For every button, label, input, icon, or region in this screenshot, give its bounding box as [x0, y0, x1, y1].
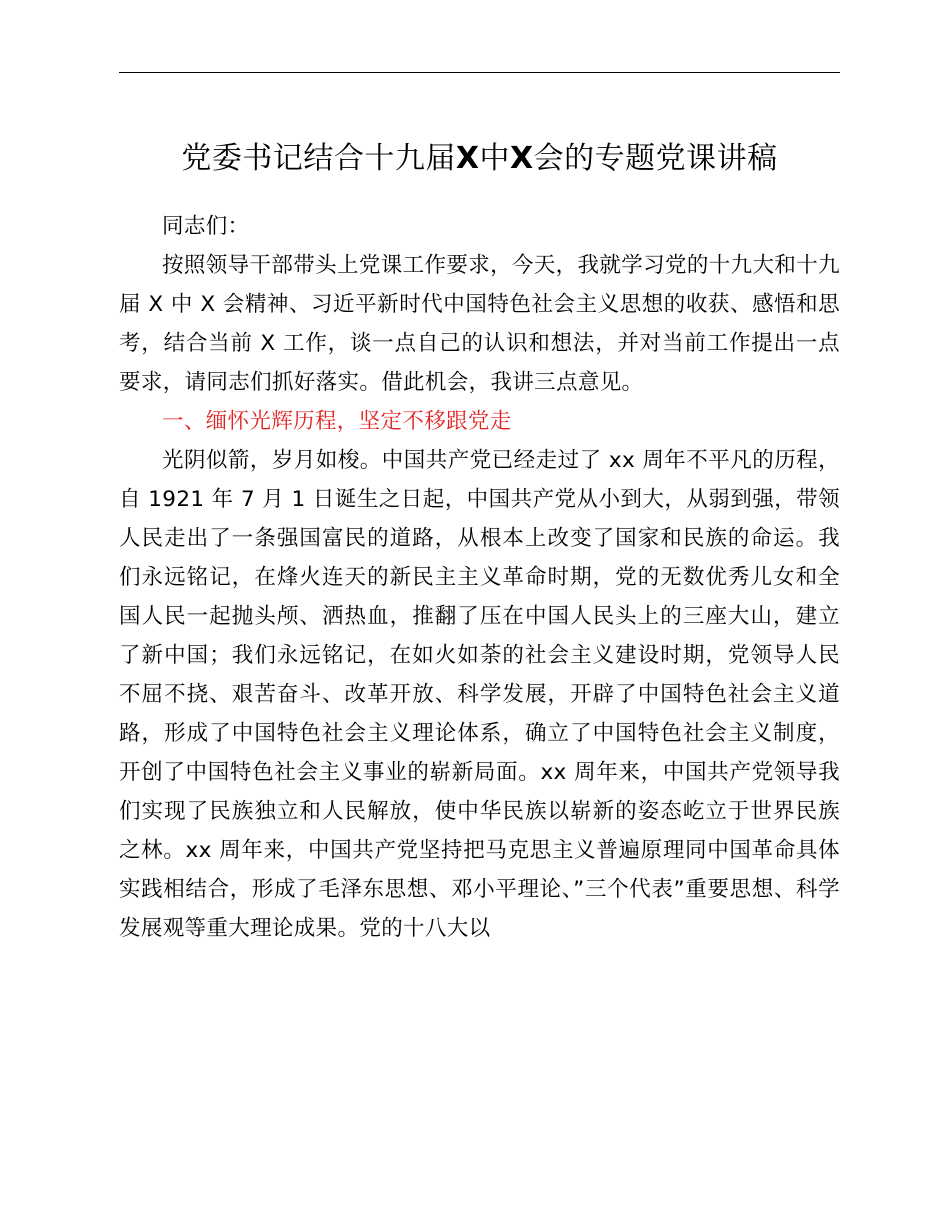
header-rule [119, 72, 840, 73]
title-part-1: 党委书记结合十九届 [181, 141, 456, 176]
document-body [119, 207, 840, 948]
section-1-paragraph: 光阴似箭，岁月如梭。中国共产党已经走过了 xx 周年不平凡的历程，自 1921 年 7 月 1 日诞生之日起，中国共产党从小到大，从弱到强，带领人民走出了一条强国富民的道路，从根本上改变了国家和民族的命运。我们永远铭记，在烽火连天的新民主主义革命时期，党的无数优秀儿女和全国人民一起抛头颅、洒热血，推翻了压在中国人民头上的三座大山，建立了新中国；我们永远铭记，在如火如荼的社会主义建设时期，党领导人民不屈不挠、艰苦奋斗、改革开放、科学发展，开辟了中国特色社会主义道路，形成了中国特色社会主义理论体系，确立了中国特色社会主义制度，开创了中国特色社会主义事业的崭新局面。xx 周年来，中国共产党领导我们实现了民族独立和人民解放，使中华民族以崭新的姿态屹立于世界民族之林。xx 周年来，中国共产党坚持把马克思主义普遍原理同中国革命具体实践相结合，形成了毛泽东思想、邓小平理论、”三个代表”重要思想、科学发展观等重大理论成果。党的十八大以 [119, 448, 840, 941]
document-title [119, 134, 840, 184]
title-plenary-x: X [510, 141, 534, 176]
title-part-2: 中 [479, 141, 510, 176]
intro-paragraph: 按照领导干部带头上党课工作要求，今天，我就学习党的十九大和十九届 X 中 X 会精神、习近平新时代中国特色社会主义思想的收获、感悟和思考，结合当前 X 工作，谈一点自己的认识和想法，并对当前工作提出一点要求，请同志们抓好落实。借此机会，我讲三点意见。 [119, 253, 840, 395]
salutation: 同志们： [162, 214, 250, 239]
title-session-x: X [455, 141, 480, 176]
title-part-3: 会的专题党课讲稿 [533, 141, 778, 176]
section-heading-1: 一、缅怀光辉历程，坚定不移跟党走 [162, 409, 512, 434]
